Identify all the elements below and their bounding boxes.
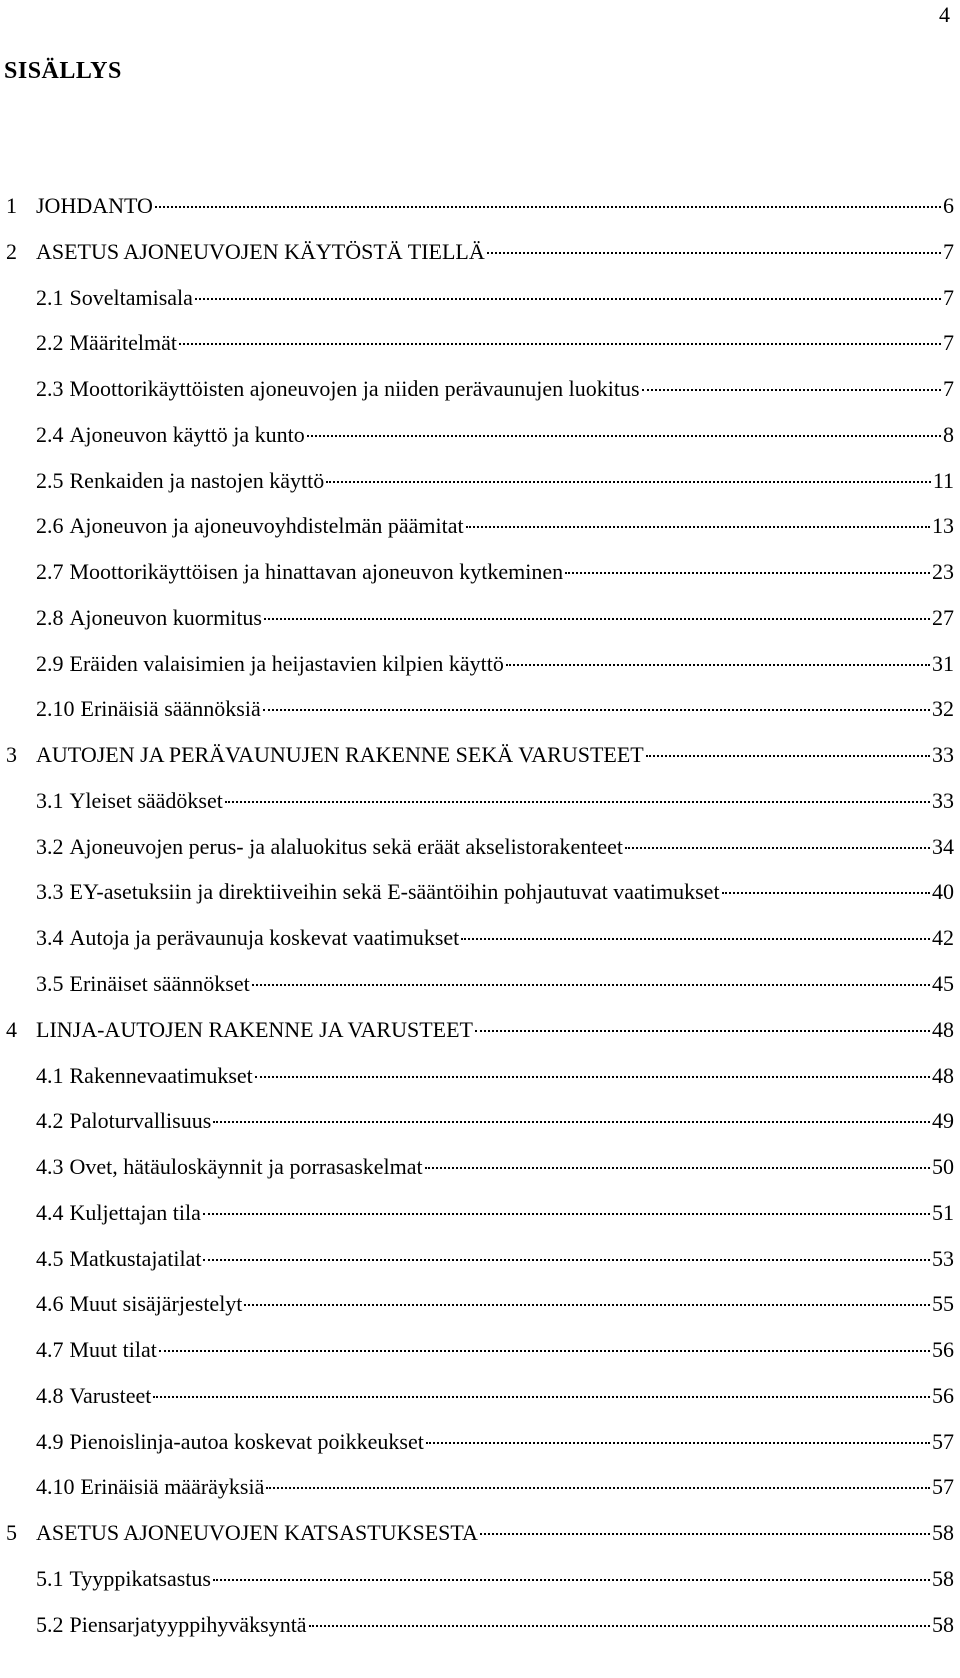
toc-entry-label: Ajoneuvon käyttö ja kunto xyxy=(69,421,305,447)
toc-entry-number: 4.1 xyxy=(36,1062,64,1088)
toc-entry-page: 53 xyxy=(932,1245,954,1271)
toc-entry-number: 4.4 xyxy=(36,1199,64,1225)
dot-leader xyxy=(244,1304,930,1306)
toc-entry[interactable] xyxy=(0,1062,954,1108)
toc-entry[interactable] xyxy=(0,833,954,879)
toc-entry-page: 7 xyxy=(943,376,954,402)
dot-leader xyxy=(565,572,930,574)
dot-leader xyxy=(461,938,930,940)
toc-entry-page: 45 xyxy=(932,971,954,997)
toc-entry-number: 2.1 xyxy=(36,284,64,310)
dot-leader xyxy=(155,206,941,208)
toc-entry-number: 3.2 xyxy=(36,833,64,859)
toc-entry-number: 4.7 xyxy=(36,1337,64,1363)
toc-entry-number: 2 xyxy=(6,238,17,264)
dot-leader xyxy=(475,1030,930,1032)
toc-entry-page: 55 xyxy=(932,1291,954,1317)
toc-entry-label: Erinäisiä säännöksiä xyxy=(80,696,261,722)
toc-entry[interactable] xyxy=(0,1245,954,1291)
toc-entry[interactable] xyxy=(0,1153,954,1199)
dot-leader xyxy=(203,1213,930,1215)
toc-entry-page: 49 xyxy=(932,1108,954,1134)
toc-entry-page: 58 xyxy=(932,1520,954,1546)
toc-entry-page: 48 xyxy=(932,1016,954,1042)
toc-entry-label: Yleiset säädökset xyxy=(69,787,223,813)
toc-entry[interactable] xyxy=(0,1199,954,1245)
toc-entry[interactable] xyxy=(0,512,954,558)
toc-entry-label: Muut tilat xyxy=(69,1337,157,1363)
toc-entry-number: 2.8 xyxy=(36,604,64,630)
toc-entry-page: 7 xyxy=(943,330,954,356)
dot-leader xyxy=(203,1259,930,1261)
toc-entry[interactable] xyxy=(0,1611,954,1657)
toc-entry-number: 4 xyxy=(6,1016,17,1042)
dot-leader xyxy=(480,1533,930,1535)
toc-entry-label: LINJA-AUTOJEN RAKENNE JA VARUSTEET xyxy=(36,1016,473,1042)
toc-entry[interactable] xyxy=(0,375,954,421)
toc-entry[interactable] xyxy=(0,284,954,330)
toc-entry[interactable] xyxy=(0,238,954,284)
toc-entry-label: Ovet, hätäuloskäynnit ja porrasaskelmat xyxy=(69,1154,423,1180)
dot-leader xyxy=(264,618,930,620)
toc-entry[interactable] xyxy=(0,1016,954,1062)
toc-entry-label: Autoja ja perävaunuja koskevat vaatimukset xyxy=(69,925,460,951)
toc-entry-page: 57 xyxy=(932,1428,954,1454)
toc-entry-page: 6 xyxy=(943,193,954,218)
dot-leader xyxy=(159,1350,930,1352)
dot-leader xyxy=(487,252,941,254)
toc-entry-page: 57 xyxy=(932,1474,954,1500)
toc-entry-page: 32 xyxy=(932,696,954,722)
toc-entry-page: 27 xyxy=(932,604,954,630)
toc-entry-label: Ajoneuvojen perus- ja alaluokitus sekä eräät akselistorakenteet xyxy=(69,833,623,859)
toc-entry-label: Erinäisiä määräyksiä xyxy=(80,1474,265,1500)
toc-entry-label: Matkustajatilat xyxy=(69,1245,202,1271)
page-title: SISÄLLYS xyxy=(4,58,122,84)
toc-entry-page: 48 xyxy=(932,1062,954,1088)
toc-entry[interactable] xyxy=(0,650,954,696)
dot-leader xyxy=(425,1167,930,1169)
toc-entry-label: Muut sisäjärjestelyt xyxy=(69,1291,243,1317)
toc-entry[interactable] xyxy=(0,970,954,1016)
toc-entry-number: 4.2 xyxy=(36,1108,64,1134)
dot-leader xyxy=(195,298,941,300)
toc-entry-page: 58 xyxy=(932,1611,954,1637)
toc-entry-number: 2.9 xyxy=(36,650,64,676)
toc-entry-number: 3.1 xyxy=(36,787,64,813)
toc-entry-label: Ajoneuvon kuormitus xyxy=(69,604,262,630)
toc-entry-number: 2.6 xyxy=(36,513,64,539)
toc-entry-page: 34 xyxy=(932,833,954,859)
toc-entry-page: 7 xyxy=(943,284,954,310)
toc-entry-label: Kuljettajan tila xyxy=(69,1199,201,1225)
toc-entry-number: 3.3 xyxy=(36,879,64,905)
toc-entry-number: 4.9 xyxy=(36,1428,64,1454)
toc-entry-label: ASETUS AJONEUVOJEN KÄYTÖSTÄ TIELLÄ xyxy=(36,238,485,264)
toc-entry-page: 23 xyxy=(932,559,954,585)
toc-entry-number: 2.10 xyxy=(36,696,75,722)
toc-entry[interactable] xyxy=(0,558,954,604)
toc-entry-page: 56 xyxy=(932,1382,954,1408)
toc-entry-page: 33 xyxy=(932,742,954,768)
dot-leader xyxy=(466,526,930,528)
toc-entry[interactable] xyxy=(0,1565,954,1611)
toc-entry-number: 2.7 xyxy=(36,559,64,585)
dot-leader xyxy=(213,1579,930,1581)
toc-entry-label: Piensarjatyyppihyväksyntä xyxy=(69,1611,307,1637)
toc-entry[interactable] xyxy=(0,695,954,741)
toc-entry-number: 4.3 xyxy=(36,1154,64,1180)
toc-entry-number: 4.5 xyxy=(36,1245,64,1271)
dot-leader xyxy=(255,1076,930,1078)
toc-entry[interactable] xyxy=(0,878,954,924)
toc-entry[interactable] xyxy=(0,604,954,650)
toc-entry[interactable] xyxy=(0,329,954,375)
toc-entry-label: Ajoneuvon ja ajoneuvoyhdistelmän päämitat xyxy=(69,513,464,539)
toc-entry-page: 50 xyxy=(932,1154,954,1180)
toc-entry-number: 1 xyxy=(6,193,17,218)
toc-entry-label: Määritelmät xyxy=(69,330,178,356)
toc-entry[interactable] xyxy=(0,467,954,513)
toc-entry-number: 2.5 xyxy=(36,467,64,493)
dot-leader xyxy=(625,847,930,849)
toc-entry-label: Tyyppikatsastus xyxy=(69,1565,211,1591)
toc-entry-number: 4.6 xyxy=(36,1291,64,1317)
toc-entry-label: Moottorikäyttöisen ja hinattavan ajoneuvon kytkeminen xyxy=(69,559,564,585)
toc-entry-number: 3 xyxy=(6,742,17,768)
toc-entry-page: 31 xyxy=(932,650,954,676)
toc-entry-number: 2.4 xyxy=(36,421,64,447)
toc-entry-label: Renkaiden ja nastojen käyttö xyxy=(69,467,325,493)
dot-leader xyxy=(307,435,941,437)
toc-entry-page: 8 xyxy=(943,421,954,447)
toc-entry[interactable] xyxy=(0,924,954,970)
toc-entry-page: 11 xyxy=(932,467,954,493)
dot-leader xyxy=(153,1396,930,1398)
toc-entry-page: 13 xyxy=(932,513,954,539)
toc-entry-label: Paloturvallisuus xyxy=(69,1108,212,1134)
toc-entry-number: 2.3 xyxy=(36,376,64,402)
dot-leader xyxy=(646,755,930,757)
toc-entry-number: 4.8 xyxy=(36,1382,64,1408)
toc-entry[interactable] xyxy=(0,741,954,787)
dot-leader xyxy=(225,801,930,803)
toc-entry-number: 4.10 xyxy=(36,1474,75,1500)
toc-entry[interactable] xyxy=(0,1519,954,1565)
toc-entry-page: 56 xyxy=(932,1337,954,1363)
toc-entry[interactable] xyxy=(0,1290,954,1336)
dot-leader xyxy=(642,389,941,391)
toc-entry[interactable] xyxy=(0,421,954,467)
toc-entry[interactable] xyxy=(0,1336,954,1382)
table-of-contents xyxy=(0,192,954,1657)
toc-entry-page: 33 xyxy=(932,787,954,813)
toc-entry-label: Rakennevaatimukset xyxy=(69,1062,253,1088)
toc-entry-number: 5.2 xyxy=(36,1611,64,1637)
toc-entry-label: JOHDANTO xyxy=(36,193,153,218)
dot-leader xyxy=(506,664,930,666)
toc-entry[interactable] xyxy=(0,787,954,833)
toc-entry-label: EY-asetuksiin ja direktiiveihin sekä E-sääntöihin pohjautuvat vaatimukset xyxy=(69,879,720,905)
toc-entry-label: AUTOJEN JA PERÄVAUNUJEN RAKENNE SEKÄ VARUSTEET xyxy=(36,742,644,768)
page-number: 4 xyxy=(939,2,950,27)
toc-entry-number: 3.5 xyxy=(36,971,64,997)
dot-leader xyxy=(213,1121,930,1123)
toc-entry-page: 51 xyxy=(932,1199,954,1225)
toc-entry-page: 7 xyxy=(943,238,954,264)
toc-entry-number: 5.1 xyxy=(36,1565,64,1591)
toc-entry-label: Eräiden valaisimien ja heijastavien kilpien käyttö xyxy=(69,650,504,676)
dot-leader xyxy=(179,343,941,345)
dot-leader xyxy=(266,1487,930,1489)
toc-entry-page: 58 xyxy=(932,1565,954,1591)
toc-entry-number: 2.2 xyxy=(36,330,64,356)
toc-entry-page: 42 xyxy=(932,925,954,951)
toc-entry-number: 5 xyxy=(6,1520,17,1546)
toc-entry-label: Moottorikäyttöisten ajoneuvojen ja niiden perävaunujen luokitus xyxy=(69,376,640,402)
toc-entry-label: Erinäiset säännökset xyxy=(69,971,250,997)
dot-leader xyxy=(252,984,930,986)
toc-entry-label: ASETUS AJONEUVOJEN KATSASTUKSESTA xyxy=(36,1520,478,1546)
toc-entry[interactable] xyxy=(0,192,954,238)
toc-entry-number: 3.4 xyxy=(36,925,64,951)
toc-entry[interactable] xyxy=(0,1107,954,1153)
dot-leader xyxy=(309,1625,930,1627)
toc-entry[interactable] xyxy=(0,1428,954,1474)
dot-leader xyxy=(722,892,930,894)
toc-entry[interactable] xyxy=(0,1382,954,1428)
dot-leader xyxy=(263,709,930,711)
toc-entry-page: 40 xyxy=(932,879,954,905)
toc-entry-label: Pienoislinja-autoa koskevat poikkeukset xyxy=(69,1428,424,1454)
toc-entry-label: Soveltamisala xyxy=(69,284,193,310)
dot-leader xyxy=(326,481,931,483)
dot-leader xyxy=(426,1442,930,1444)
toc-entry[interactable] xyxy=(0,1473,954,1519)
toc-entry-label: Varusteet xyxy=(69,1382,152,1408)
